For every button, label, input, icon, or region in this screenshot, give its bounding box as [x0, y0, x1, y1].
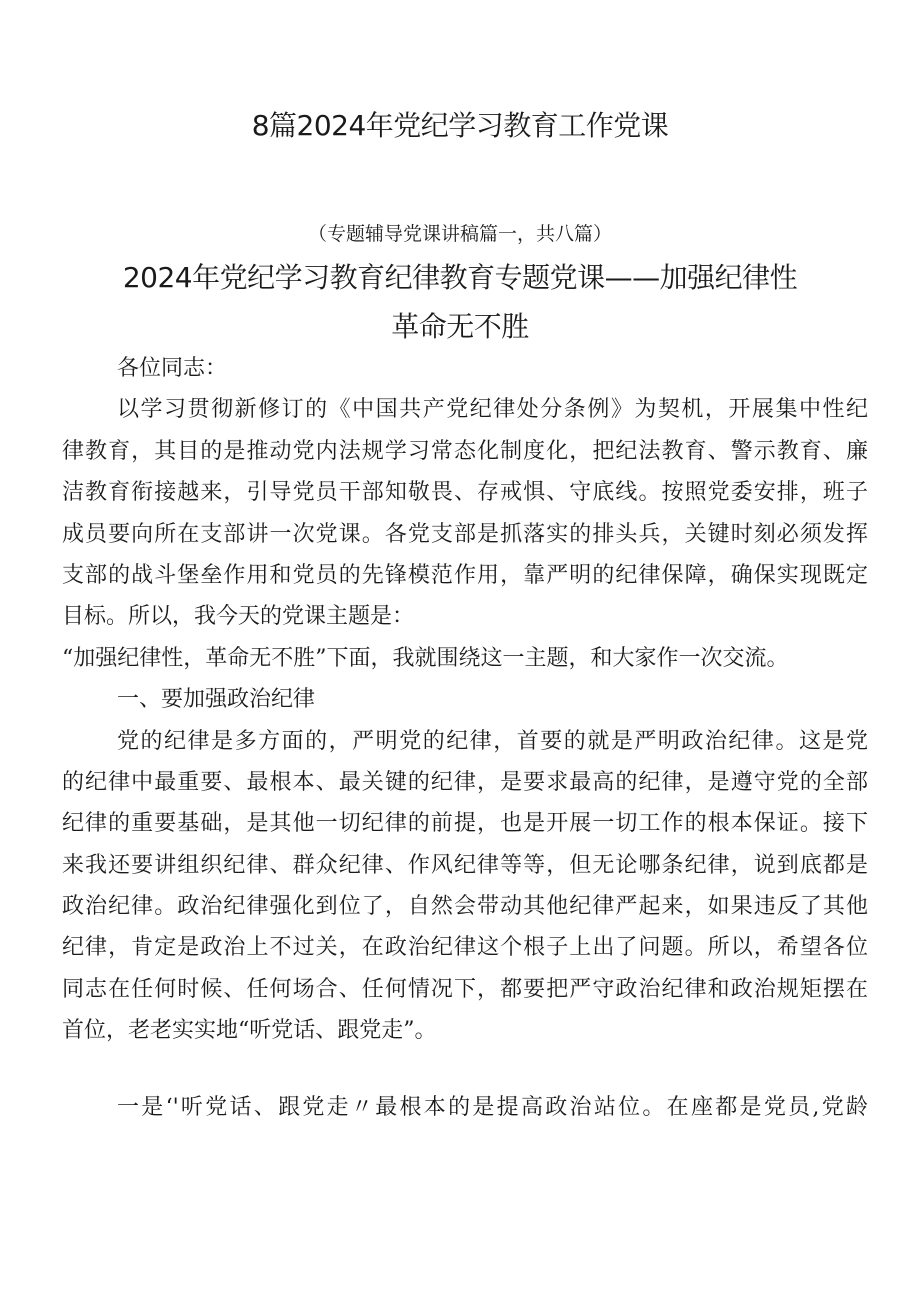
paragraph-line: 支部的战斗堡垒作用和党员的先锋模范作用，靠严明的纪律保障，确保实现既定	[62, 562, 868, 588]
paragraph-line: 来我还要讲组织纪律、群众纪律、作风纪律等等，但无论哪条纪律，说到底都是	[62, 852, 868, 878]
paragraph-line: 党的纪律是多方面的，严明党的纪律，首要的就是严明政治纪律。这是党	[117, 728, 868, 754]
paragraph-line: 首位，老老实实地“听党话、跟党走”。	[62, 1018, 437, 1044]
paragraph-intro	[62, 389, 868, 637]
paragraph-line: 同志在任何时候、任何场合、任何情况下，都要把严守政治纪律和政治规矩摆在	[62, 976, 868, 1002]
paragraph-political-discipline	[62, 721, 868, 1052]
paragraph-gap	[62, 1052, 868, 1087]
paragraph-line: 以学习贯彻新修订的《中国共产党纪律处分条例》为契机，开展集中性纪	[117, 397, 868, 423]
paragraph-line: 政治纪律。政治纪律强化到位了，自然会带动其他纪律严起来，如果违反了其他	[62, 894, 868, 920]
section-heading: 一、要加强政治纪律	[117, 687, 316, 713]
paragraph-line: 律教育，其目的是推动党内法规学习常态化制度化，把纪法教育、警示教育、廉	[62, 438, 868, 464]
paragraph-line: 洁教育衔接越来，引导党员干部知敬畏、存戒惧、守底线。按照党委安排，班子	[62, 480, 868, 506]
paragraph-line: 的纪律中最重要、最根本、最关键的纪律，是要求最高的纪律，是遵守党的全部	[62, 769, 868, 795]
paragraph-line: 纪律，肯定是政治上不过关，在政治纪律这个根子上出了问题。所以，希望各位	[62, 935, 868, 961]
paragraph-line: 成员要向所在支部讲一次党课。各党支部是抓落实的排头兵，关键时刻必须发挥	[62, 521, 868, 547]
paragraph-line: 目标。所以，我今天的党课主题是：	[62, 604, 415, 630]
lecture-heading-line-1: 2024年党纪学习教育纪律教育专题党课——加强纪律性	[122, 261, 798, 294]
paragraph-point-one	[62, 1087, 868, 1128]
paragraph-line: 纪律的重要基础，是其他一切纪律的前提，也是开展一切工作的根本保证。接下	[62, 811, 868, 837]
lecture-subnote: （专题辅导党课讲稿篇一，共八篇）	[307, 223, 612, 245]
theme-line: “加强纪律性，革命无不胜”下面，我就围绕这一主题，和大家作一次交流。	[62, 645, 789, 671]
lecture-heading-line-2: 革命无不胜	[391, 310, 529, 343]
lecture-body	[62, 348, 868, 1128]
salutation: 各位同志：	[117, 356, 228, 381]
document-title: 8篇2024年党纪学习教育工作党课	[251, 109, 669, 142]
paragraph-line: 一是‘'听党话、跟党走〃最根本的是提高政治站位。在座都是党员,党龄	[117, 1094, 868, 1120]
